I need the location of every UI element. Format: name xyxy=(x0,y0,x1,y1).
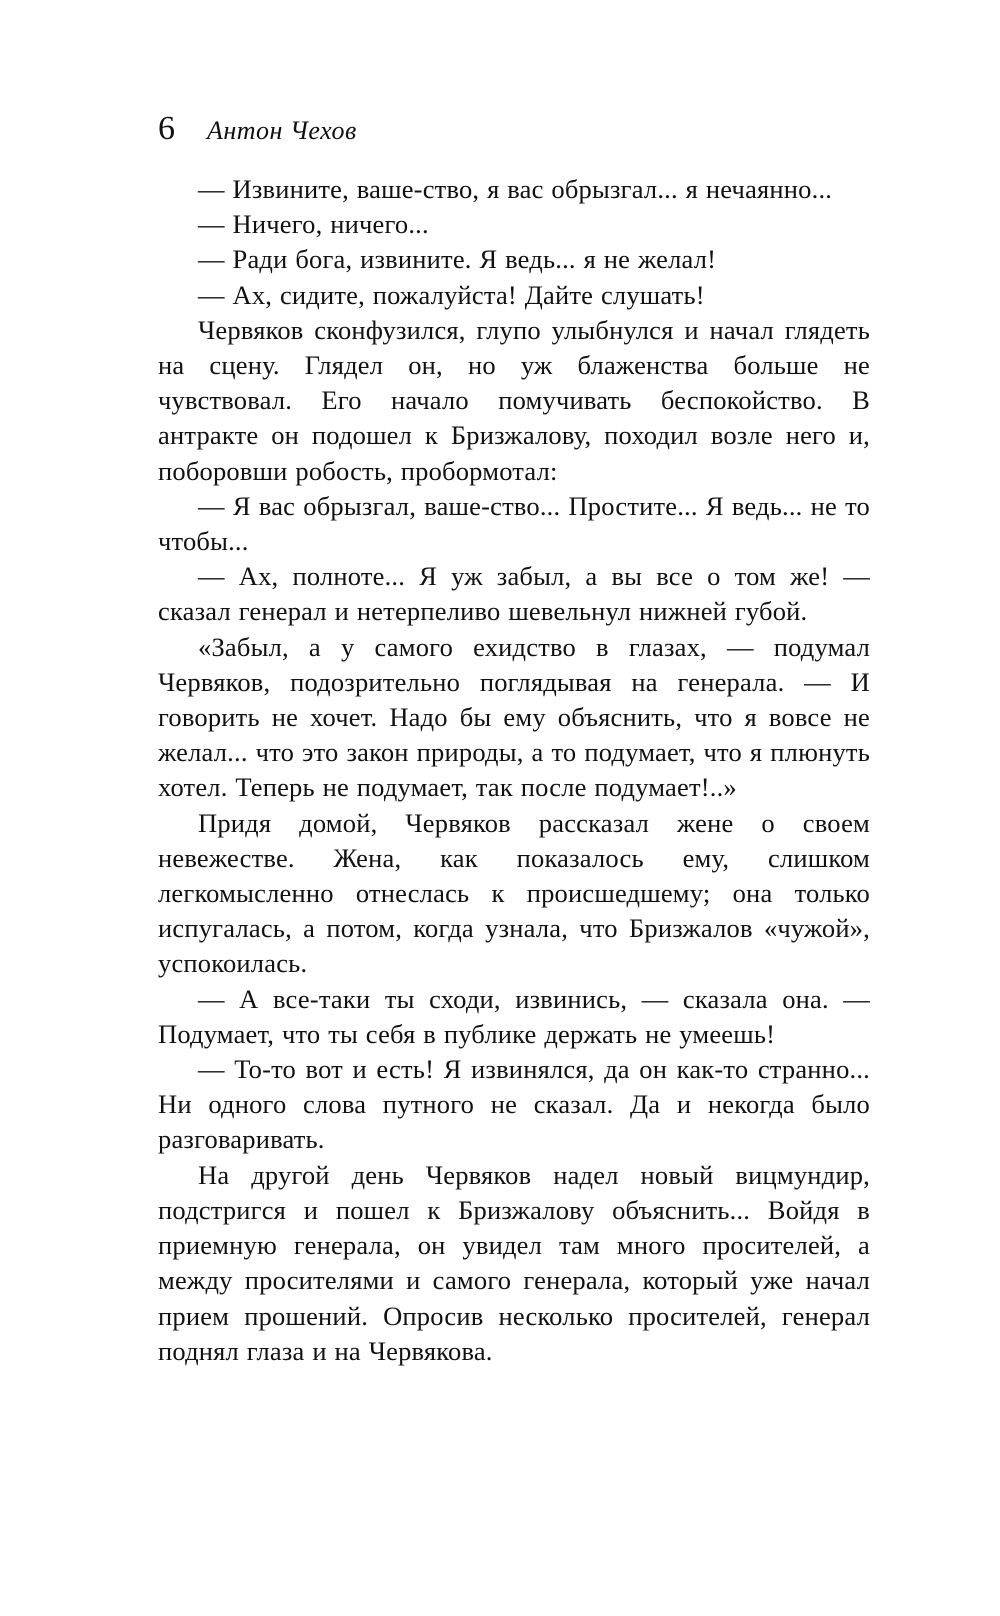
paragraph: — Ах, полноте... Я уж забыл, а вы все о том же! — сказал генерал и нетерпеливо шевельнул нижней губой. xyxy=(158,561,870,627)
paragraph: «Забыл, а у самого ехидство в глазах, — подумал Червяков, подозрительно поглядывая на генерала. — И говорить не хочет. Надо бы ему объяснить, что я вовсе не желал... что это закон природы, а то подумает, что я плюнуть хотел. Теперь не подумает, так после подумает!..» xyxy=(158,631,870,803)
paragraph: — Ничего, ничего... xyxy=(198,209,429,240)
paragraph: — Я вас обрызгал, ваше-ство... Простите... Я ведь... не то чтобы... xyxy=(158,490,870,557)
paragraph: — А все-таки ты сходи, извинись, — сказала она. — Подумает, что ты себя в публике держать не умеешь! xyxy=(158,983,870,1049)
page-number: 6 xyxy=(158,110,175,147)
page-header xyxy=(158,112,870,146)
paragraph: На другой день Червяков надел новый вицмундир, подстригся и пошел к Бризжалову объяснить... Войдя в приемную генерала, он увидел там много просителей, а между просителями и самого генерала, который уже начал прием прошений. Опросив несколько просителей, генерал поднял глаза и на Червякова. xyxy=(158,1159,870,1366)
paragraph: — Ради бога, извините. Я ведь... я не желал! xyxy=(198,244,717,275)
book-page xyxy=(158,112,870,1369)
running-title: Антон Чехов xyxy=(207,116,357,145)
paragraph: — То-то вот и есть! Я извинялся, да он как-то странно... Ни одного слова путного не сказал. Да и некогда было разговаривать. xyxy=(158,1054,870,1155)
paragraph: Придя домой, Червяков рассказал жене о своем невежестве. Жена, как показалось ему, слишком легкомысленно отнеслась к происшедшему; она только испугалась, а потом, когда узнала, что Бризжалов «чужой», успокоилась. xyxy=(158,807,870,979)
paragraph: — Извините, ваше-ство, я вас обрызгал... я нечаянно... xyxy=(198,174,833,204)
paragraph: — Ах, сидите, пожалуйста! Дайте слушать! xyxy=(198,279,705,310)
paragraph: Червяков сконфузился, глупо улыбнулся и начал глядеть на сцену. Глядел он, но уж блаженства больше не чувствовал. Его начало помучивать беспокойство. В антракте он подошел к Бризжалову, походил возле него и, поборовши робость, пробормотал: xyxy=(158,314,870,486)
story-text xyxy=(158,172,870,1369)
